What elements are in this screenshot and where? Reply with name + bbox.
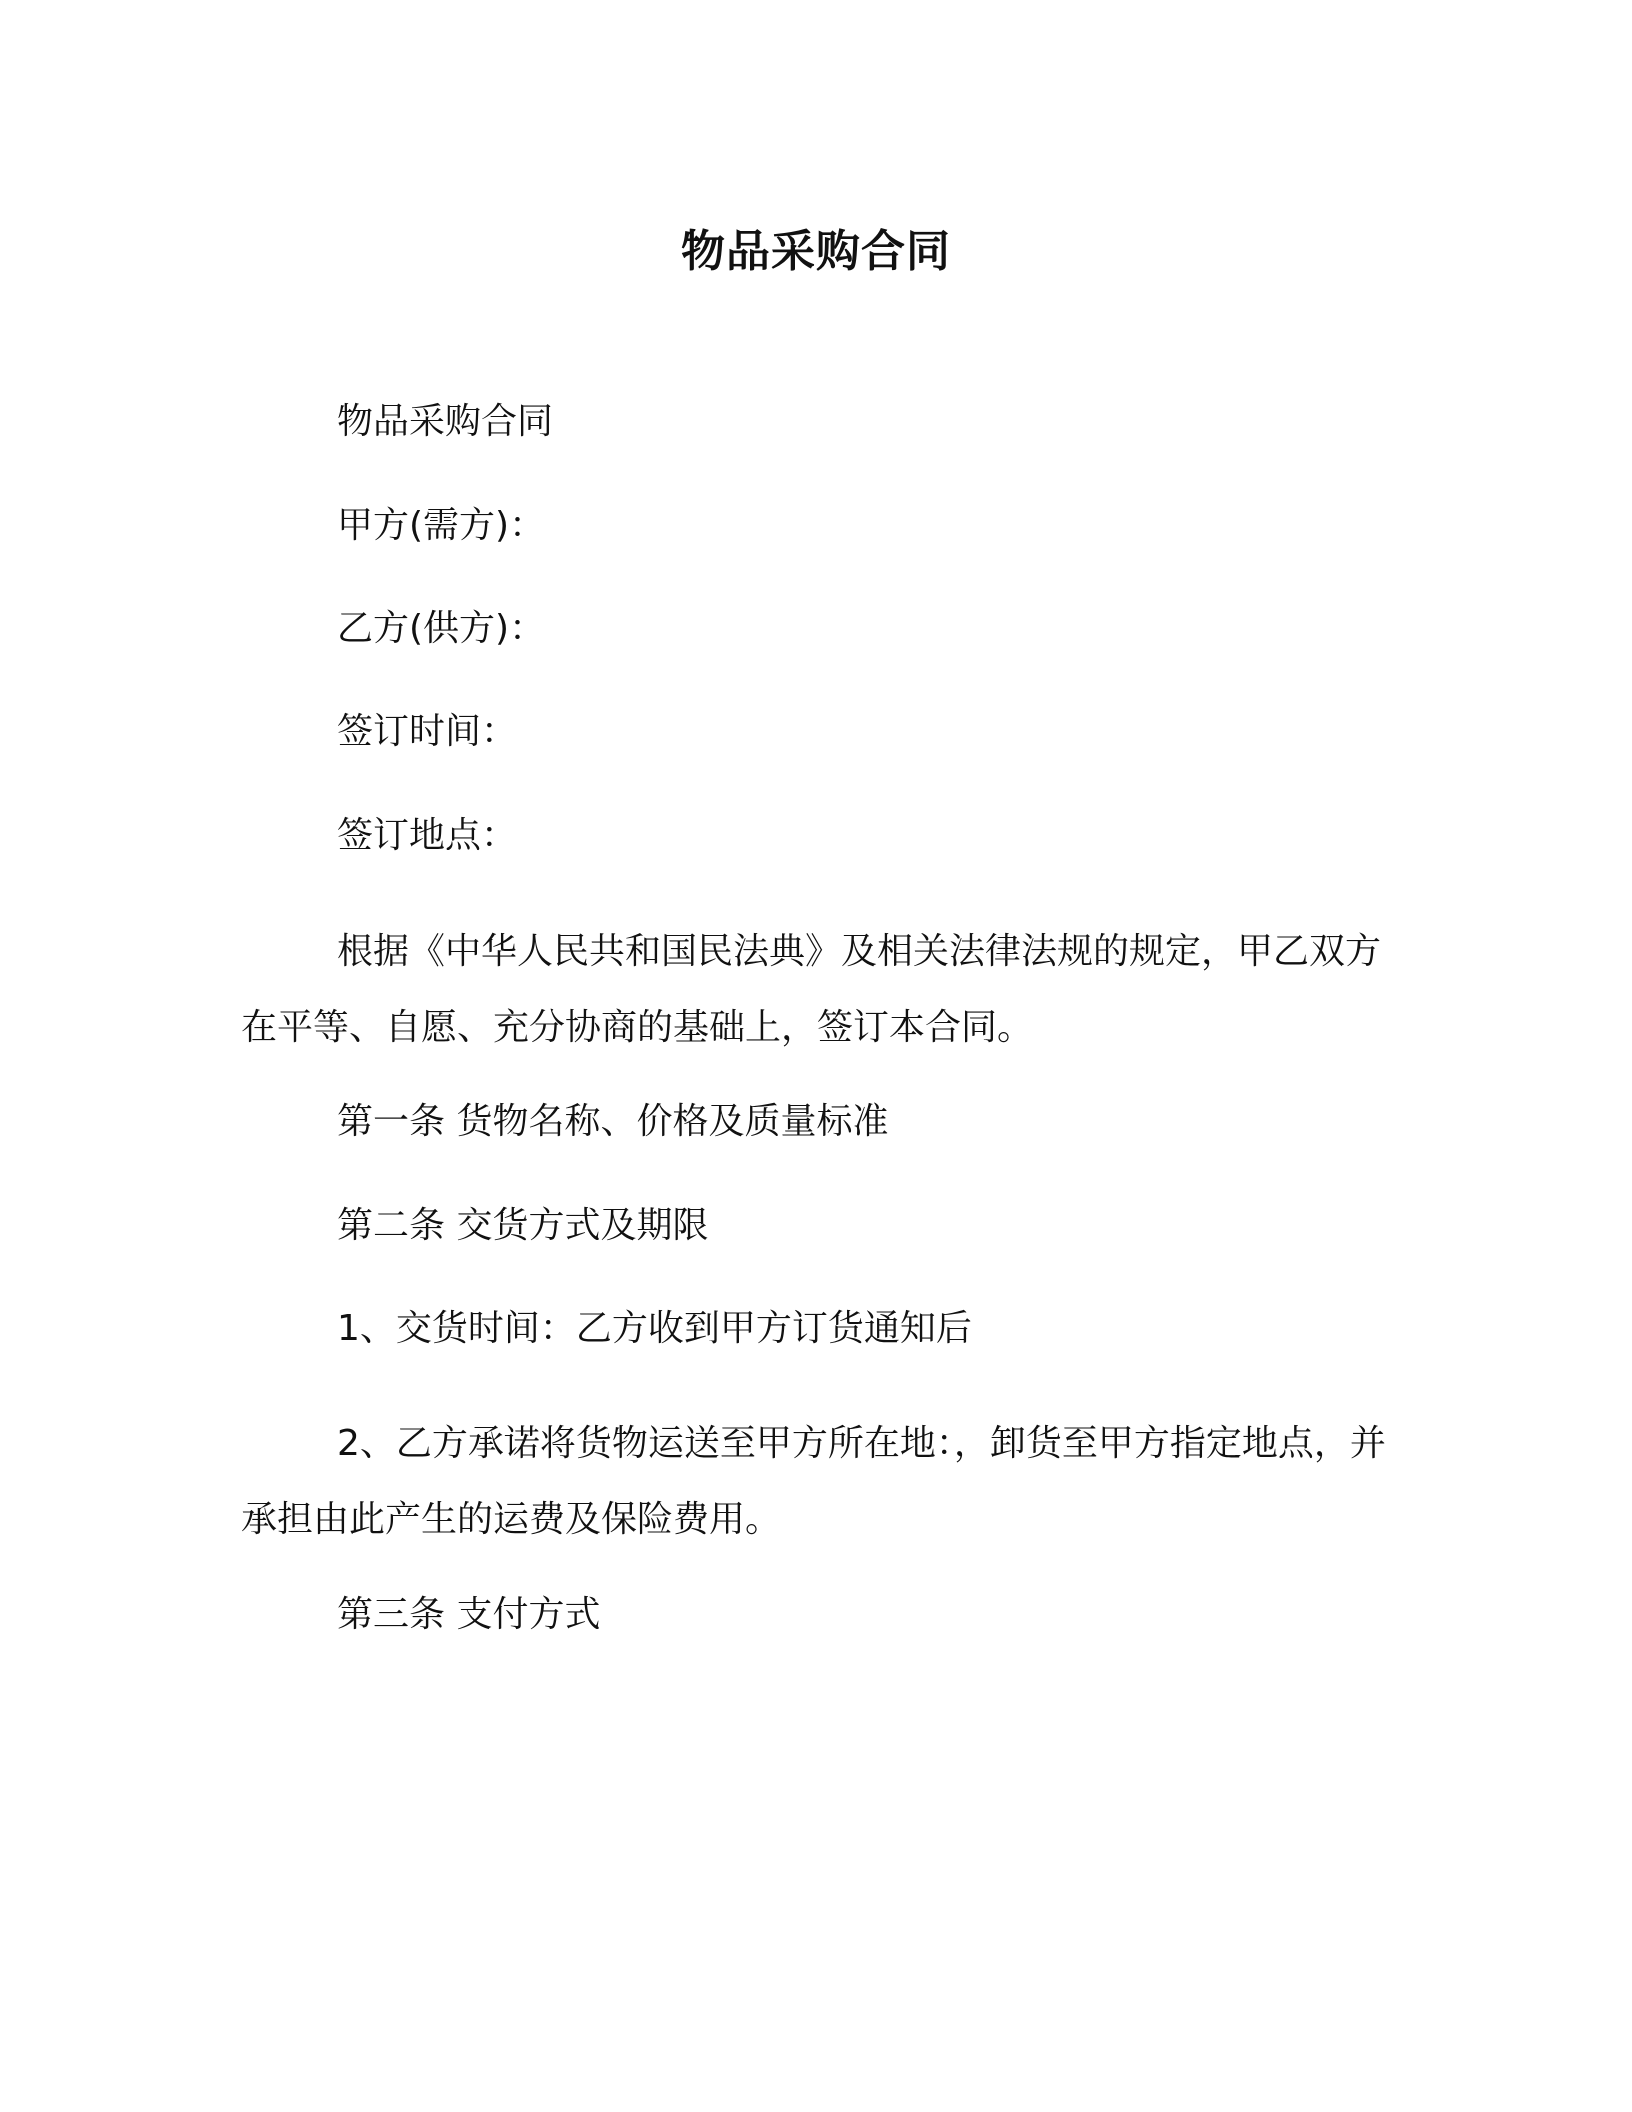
party-a-line: 甲方(需方)：	[337, 505, 546, 546]
preamble-paragraph: 根据《中华人民共和国民法典》及相关法律法规的规定，甲乙双方在平等、自愿、充分协商的基础上，签订本合同。	[241, 931, 1382, 1048]
sign-date-line: 签订时间：	[337, 711, 518, 752]
document-title: 物品采购合同	[681, 226, 951, 277]
article-2-item-2: 2、乙方承诺将货物运送至甲方所在地：，卸货至甲方指定地点，并承担由此产生的运费及保险费用。	[241, 1423, 1386, 1540]
article-3-heading: 第三条 支付方式	[337, 1594, 601, 1635]
article-2-heading: 第二条 交货方式及期限	[337, 1205, 709, 1246]
article-2-item-1: 1、交货时间：乙方收到甲方订货通知后	[337, 1308, 972, 1349]
sign-place-line: 签订地点：	[337, 815, 518, 856]
article-1-heading: 第一条 货物名称、价格及质量标准	[337, 1101, 889, 1142]
subtitle-line: 物品采购合同	[337, 401, 554, 442]
party-b-line: 乙方(供方)：	[337, 608, 546, 649]
